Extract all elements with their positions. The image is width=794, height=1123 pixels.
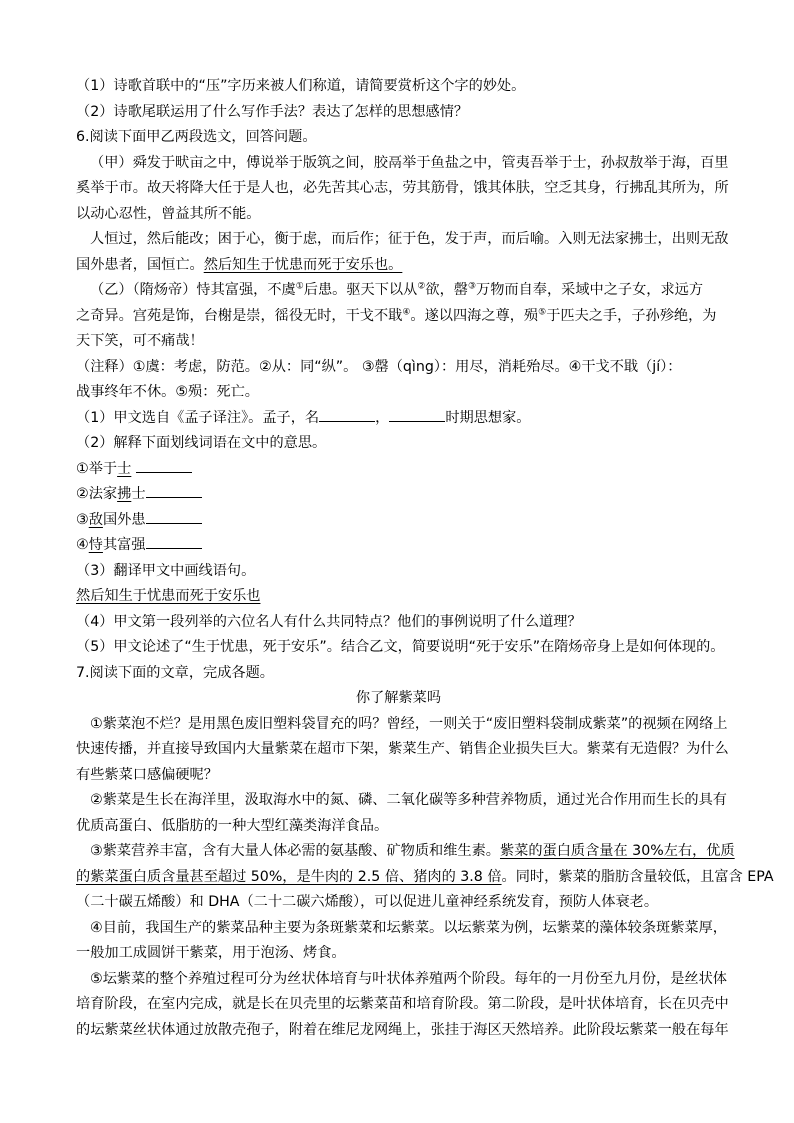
q6-jia-p2-line2 bbox=[76, 253, 721, 279]
q6-sub2: （2）解释下面划线词语在文中的意思。 bbox=[76, 435, 327, 451]
q6-jia-p1-line1: （甲）舜发于畎亩之中，傅说举于版筑之间，胶鬲举于鱼盐之中，管夷吾举于士，孙叔敖举于海，百里 bbox=[90, 154, 729, 171]
q6-sub1-text: （1）甲文选自《孟子译注》。孟子，名 bbox=[76, 409, 320, 426]
note-mark-3: ③ bbox=[467, 281, 477, 292]
q7-p1-line2: 快速传播，并直接导致国内大量紫菜在超市下架，紫菜生产、销售企业损失巨大。紫菜有无造假？为什么 bbox=[76, 741, 729, 757]
answer-blank[interactable] bbox=[389, 406, 445, 422]
q7-p1-line3: 有些紫菜口感偏硬呢？ bbox=[76, 766, 218, 783]
q6-jia-p2-line1: 人恒过，然后能改；困于心，衡于虑，而后作；征于色，发于声，而后喻。入则无法家拂士，出则无敌 bbox=[90, 231, 729, 247]
q6-word-4 bbox=[76, 533, 721, 559]
underlined-sentence: 的紫菜蛋白质含量甚至超过 50%，是牛肉的 2.5 倍、猪肉的 3.8 倍 bbox=[76, 868, 502, 885]
article-title: 你了解紫菜吗 bbox=[355, 690, 442, 706]
answer-blank[interactable] bbox=[146, 482, 202, 498]
q6-notes-line2: 战事终年不休。⑤殒：死亡。 bbox=[76, 384, 259, 400]
answer-blank[interactable] bbox=[146, 533, 202, 549]
q7-p3-text: 。同时，紫菜的脂肪含量较低，且富含 EPA bbox=[501, 868, 774, 885]
q6-sub3-sentence bbox=[76, 584, 721, 610]
q7-p3-line3: （二十碳五烯酸）和 DHA（二十二碳六烯酸），可以促进儿童神经系统发育，预防人体衰老。 bbox=[76, 894, 659, 910]
q5-sub2: （2）诗歌尾联运用了什么写作手法？表达了怎样的思想感情？ bbox=[76, 103, 469, 120]
q7-p2-line1: ②紫菜是生长在海洋里，汲取海水中的氮、磷、二氧化碳等多种营养物质，通过光合作用而生长的具有 bbox=[90, 792, 727, 808]
q7-p2-line2: 优质高蛋白、低脂肪的一种大型红藻类海洋食品。 bbox=[76, 817, 389, 834]
underlined-sentence: 紫菜的蛋白质含量在 30%左右，优质 bbox=[499, 843, 735, 859]
q6-notes-line1: （注释）①虞：考虑，防范。②从：同“纵”。 ③罄（qìng）：用尽，消耗殆尽。④干戈不戢（jí）： bbox=[76, 358, 682, 375]
underlined-sentence: 然后知生于忧患而死于安乐也 bbox=[76, 588, 261, 604]
word-text: 其富强 bbox=[102, 537, 146, 553]
word-text: ③ bbox=[76, 511, 89, 528]
q6-word-2 bbox=[76, 482, 721, 508]
note-mark-1: ① bbox=[295, 281, 304, 292]
q6-yi-line3: 天下笑，可不痛哉！ bbox=[76, 333, 204, 349]
document-page bbox=[76, 74, 774, 1043]
q7-p5-line2: 培育阶段，在室内完成，就是长在贝壳里的坛紫菜苗和培育阶段。第二阶段，是叶状体培育，长在贝壳中 bbox=[76, 996, 729, 1012]
q6-sub3: （3）翻译甲文中画线语句。 bbox=[76, 562, 256, 579]
word-text: ①举于 bbox=[76, 460, 118, 477]
q6-yi-text: （乙）（隋炀帝）恃其富强，不虞 bbox=[90, 282, 296, 298]
q7-p5-line1: ⑤坛紫菜的整个养殖过程可分为丝状体培育与叶状体养殖两个阶段。每年的一月份至九月份，是丝状体 bbox=[90, 970, 727, 987]
q7-p4-line1: ④目前，我国生产的紫菜品种主要为条斑紫菜和坛紫菜。以坛紫菜为例，坛紫菜的藻体较条斑紫菜厚， bbox=[90, 919, 727, 936]
underlined-word: 恃 bbox=[88, 537, 103, 553]
answer-blank[interactable] bbox=[136, 457, 192, 473]
q7-p3-line1 bbox=[76, 839, 735, 865]
underlined-word: 士 bbox=[117, 460, 132, 477]
q7-p4-line2: 一般加工成圆饼干紫菜，用于泡汤、烤食。 bbox=[76, 945, 346, 961]
q6-stem: 6.阅读下面甲乙两段选文，回答问题。 bbox=[76, 129, 317, 145]
q6-jia-p2-text: 国外患者，国恒亡。 bbox=[76, 256, 204, 273]
word-text: 士 bbox=[131, 486, 146, 502]
q7-p3-line2 bbox=[76, 865, 774, 891]
q7-p3-text: ③紫菜营养丰富，含有大量人体必需的氨基酸、矿物质和维生素。 bbox=[90, 843, 500, 859]
word-text: 国外患 bbox=[102, 511, 146, 528]
q6-yi-line1 bbox=[76, 278, 721, 304]
q6-sub1-text: 时期思想家。 bbox=[445, 409, 531, 426]
q6-yi-line2 bbox=[76, 304, 721, 330]
word-text: ④ bbox=[76, 537, 89, 553]
answer-blank[interactable] bbox=[146, 508, 202, 524]
q6-jia-p1-line2: 奚举于市。故天将降大任于是人也，必先苦其心志，劳其筋骨，饿其体肤，空乏其身，行拂乱其所为，所 bbox=[76, 180, 729, 196]
q6-sub4: （4）甲文第一段列举的六位名人有什么共同特点？他们的事例说明了什么道理？ bbox=[76, 613, 582, 630]
q6-yi-text: 于匹夫之手，子孙殄绝，为 bbox=[546, 307, 717, 324]
q6-sub1-text: ， bbox=[375, 409, 390, 426]
q6-sub5: （5）甲文论述了“生于忧患，死于安乐”。结合乙文，简要说明“死于安乐”在隋炀帝身上是如何体现的。 bbox=[76, 639, 725, 655]
underlined-word: 拂 bbox=[117, 486, 132, 502]
q6-underlined-sentence: 然后知生于忧患而死于安乐也。 bbox=[203, 256, 403, 273]
q7-p5-line3: 的坛紫菜丝状体通过放散壳孢子，附着在维尼龙网绳上，张挂于海区天然培养。此阶段坛紫菜一般在每年 bbox=[76, 1021, 729, 1038]
q6-yi-text: 欲，罄 bbox=[425, 282, 468, 298]
q6-yi-text: 后患。驱天下以从 bbox=[303, 282, 418, 298]
underlined-word: 敌 bbox=[88, 511, 103, 528]
q6-word-3 bbox=[76, 508, 721, 534]
q5-sub1: （1）诗歌首联中的“压”字历来被人们称道，请简要赏析这个字的妙处。 bbox=[76, 78, 526, 94]
note-mark-5: ⑤ bbox=[538, 306, 547, 317]
q6-jia-p1-line3: 以动心忍性，曾益其所不能。 bbox=[76, 205, 261, 222]
q6-yi-text: 。遂以四海之尊，殒 bbox=[410, 307, 539, 324]
q6-yi-text: 万物而自奉，采域中之子女，求远方 bbox=[476, 282, 704, 298]
note-mark-4: ④ bbox=[402, 306, 411, 317]
q6-word-1 bbox=[76, 457, 721, 483]
q6-yi-text: 之奇异。宫苑是饰，台榭是崇，徭役无时，干戈不戢 bbox=[76, 307, 403, 324]
q7-stem: 7.阅读下面的文章，完成各题。 bbox=[76, 664, 274, 681]
q7-p1-line1: ①紫菜泡不烂？是用黑色废旧塑料袋冒充的吗？曾经，一则关于“废旧塑料袋制成紫菜”的视频在网络上 bbox=[90, 715, 728, 732]
note-mark-2: ② bbox=[417, 281, 426, 292]
q6-sub1 bbox=[76, 406, 721, 432]
word-text: ②法家 bbox=[76, 486, 118, 502]
answer-blank[interactable] bbox=[319, 406, 375, 422]
